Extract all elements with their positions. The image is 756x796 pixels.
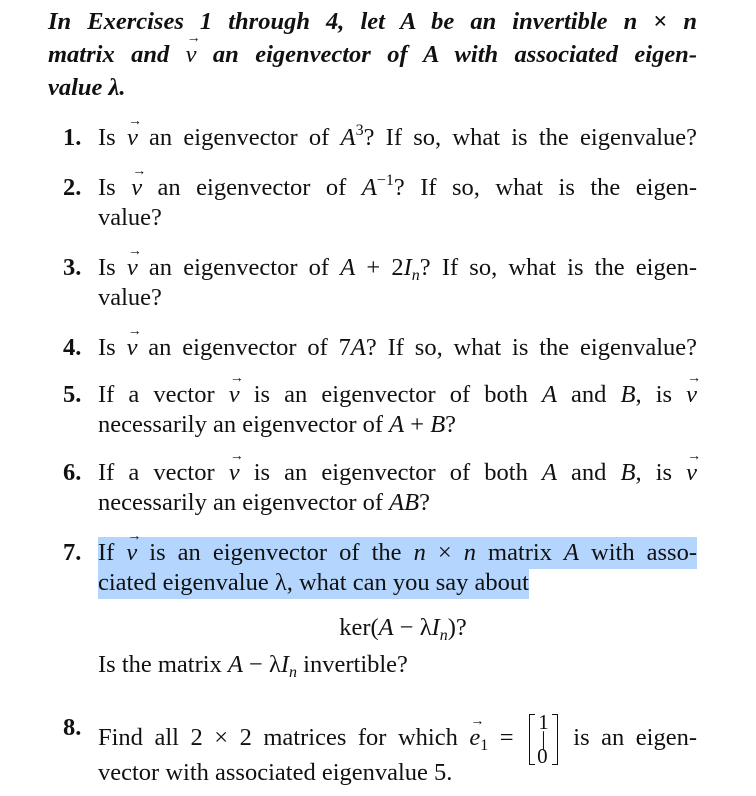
text-segment: − λ [242, 651, 281, 678]
line-text [98, 409, 456, 441]
text-segment: A [423, 41, 439, 68]
text-segment: n [683, 8, 697, 35]
text-segment: )? [447, 614, 467, 641]
vector-symbol: → v [127, 256, 138, 281]
text-segment: matrix and [48, 41, 186, 68]
text-segment: is an eigenvector of both [239, 381, 542, 408]
text-segment: necessarily an eigenvector of [98, 411, 390, 438]
vector-symbol: → v [131, 176, 142, 201]
text-segment: 1 [480, 737, 489, 755]
text-segment: B [620, 381, 636, 408]
text-segment: with asso- [578, 539, 697, 566]
line-text [98, 537, 697, 569]
text-segment: is an eigen- [561, 724, 697, 752]
text-segment: ker( [339, 614, 379, 641]
text-segment: × [425, 539, 464, 566]
exercise-number: 7. [63, 539, 82, 566]
exercise-5-line [98, 409, 456, 441]
vector-symbol: → v [686, 383, 697, 408]
text-segment: Is [98, 254, 127, 281]
line-text [98, 172, 697, 204]
text-segment: A [378, 614, 394, 641]
exercise-6-line [98, 457, 697, 489]
text-segment: I [431, 614, 440, 641]
matrix-entries: 1|0 [537, 710, 549, 768]
text-segment: ? [445, 411, 457, 438]
text-segment: Is [98, 124, 127, 151]
text-segment: n [413, 539, 426, 566]
text-segment: A [361, 174, 377, 201]
intro-line [48, 72, 126, 104]
text-segment: = [488, 724, 526, 752]
text-segment: Find all 2 × 2 matrices for which [98, 724, 470, 752]
text-segment: × [637, 8, 684, 35]
text-segment: n [411, 267, 420, 284]
text-segment: is an eigenvector of both [239, 459, 542, 486]
text-segment: + [404, 411, 431, 438]
exercise-number: 4. [63, 334, 82, 361]
line-text [98, 122, 697, 154]
text-segment: ciated eigenvalue λ, what can you say about [98, 569, 529, 596]
text-segment: If a vector [98, 381, 229, 408]
text-segment: I [280, 651, 290, 678]
text-segment: n [623, 8, 638, 35]
exercise-8-line [98, 710, 697, 768]
exercise-7-line [98, 537, 697, 569]
text-segment: value? [98, 284, 162, 311]
vector-symbol: → v [126, 541, 137, 566]
text-segment: A [400, 8, 416, 35]
vector-symbol: → v [186, 43, 197, 68]
text-segment: I [403, 254, 412, 281]
text-segment: an eigenvector of [137, 254, 341, 281]
line-text [98, 487, 430, 519]
exercise-number: 6. [63, 459, 82, 486]
text-segment: If [98, 539, 127, 566]
text-segment: n [439, 627, 448, 644]
text-segment: necessarily an eigenvector of [98, 489, 390, 516]
text-segment: Is the matrix [98, 651, 228, 678]
vector-symbol: → v [686, 461, 697, 486]
line-text [98, 252, 697, 284]
line-text [98, 332, 697, 364]
text-segment: value? [98, 204, 162, 231]
text-segment: AB [389, 489, 420, 516]
vector-symbol: → v [229, 383, 240, 408]
exercise-number: 3. [63, 254, 82, 281]
text-segment: invertible? [297, 651, 408, 678]
exercise-8-line [98, 757, 452, 789]
exercise-number: 5. [63, 381, 82, 408]
line-text [98, 757, 452, 789]
exercise-5-line [98, 379, 697, 411]
text-segment: value λ. [48, 74, 126, 101]
text-segment: an eigenvector of 7 [137, 334, 351, 361]
text-segment: B [620, 459, 636, 486]
text-segment: A [340, 254, 356, 281]
text-segment: B [430, 411, 446, 438]
text-segment: A [227, 651, 243, 678]
line-text [48, 6, 697, 38]
text-segment: vector with associated eigenvalue 5. [98, 759, 453, 786]
line-text [98, 379, 697, 411]
column-vector-matrix [529, 712, 558, 767]
text-segment: A [389, 411, 405, 438]
text-segment: ? If so, what is the eigenvalue? [365, 334, 698, 361]
text-segment: n [463, 539, 476, 566]
line-text [98, 567, 529, 599]
text-segment: A [350, 334, 366, 361]
text-segment: an eigenvector of [196, 41, 424, 68]
exercise-number: 2. [63, 174, 82, 201]
text-segment: Is [98, 334, 127, 361]
text-segment: −1 [376, 172, 394, 189]
exercise-3-line [98, 282, 162, 314]
text-segment: Is [98, 174, 132, 201]
exercise-7-line [98, 649, 408, 681]
exercise-number: 8. [63, 714, 82, 741]
text-segment: with associated eigen- [438, 41, 697, 68]
line-text [98, 282, 162, 314]
text-segment: and [556, 381, 621, 408]
exercise-2-line [98, 172, 697, 204]
text-segment: , is [635, 381, 687, 408]
text-segment: If a vector [98, 459, 229, 486]
line-text [98, 649, 408, 681]
exercise-3-line [98, 252, 697, 284]
vector-symbol: → v [127, 126, 138, 151]
line-text [98, 202, 162, 234]
text-segment: 3 [355, 122, 364, 139]
text-segment: an eigenvector of [142, 174, 362, 201]
text-segment: ? [419, 489, 430, 516]
text-segment: A [541, 459, 557, 486]
line-text [48, 39, 697, 71]
text-segment: is an eigenvector of the [137, 539, 414, 566]
intro-line [48, 6, 697, 38]
intro-line [48, 39, 697, 71]
text-segment: In Exercises 1 through 4, let [48, 8, 401, 35]
text-segment: ? If so, what is the eigen- [419, 254, 697, 281]
text-segment: A [340, 124, 356, 151]
line-text [98, 457, 697, 489]
vector-symbol: → v [127, 336, 138, 361]
text-segment: − λ [393, 614, 432, 641]
text-segment: A [564, 539, 579, 566]
exercise-1-line [98, 122, 697, 154]
vector-symbol: → e [469, 726, 480, 751]
text-segment: an eigenvector of [137, 124, 341, 151]
exercise-6-line [98, 487, 430, 519]
text-segment: matrix [475, 539, 565, 566]
exercise-4-line [98, 332, 697, 364]
text-segment: ? If so, what is the eigenvalue? [363, 124, 697, 151]
text-segment: ? If so, what is the eigen- [393, 174, 697, 201]
line-text [48, 72, 126, 104]
line-text [339, 612, 467, 644]
exercise-number: 1. [63, 124, 82, 151]
exercise-7-line [0, 612, 756, 644]
text-segment: n [289, 664, 298, 681]
text-segment: A [541, 381, 557, 408]
text-segment: , is [635, 459, 687, 486]
text-segment: and [556, 459, 621, 486]
vector-symbol: → v [229, 461, 240, 486]
exercise-2-line [98, 202, 162, 234]
text-segment: + 2 [355, 254, 404, 281]
exercise-7-line [98, 567, 529, 599]
text-segment: be an invertible [415, 8, 624, 35]
